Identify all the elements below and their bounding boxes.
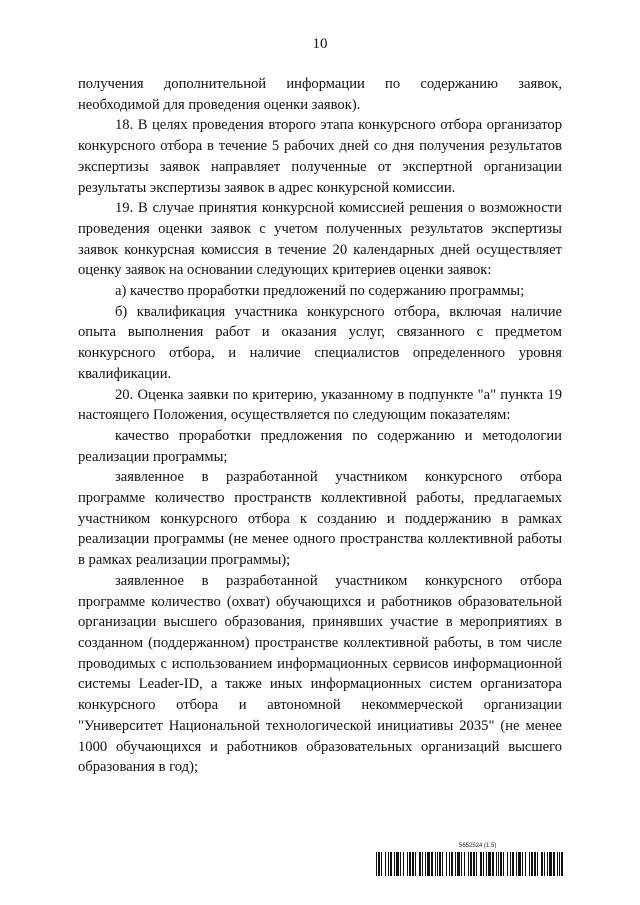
barcode-bar — [553, 852, 555, 876]
paragraph-20-indicator-1: качество проработки предложения по содержанию и методологии реализации программы; — [78, 427, 562, 465]
barcode-bar — [378, 852, 380, 876]
barcode-bar — [503, 852, 504, 876]
barcode-bar — [394, 852, 395, 876]
barcode-bar — [534, 852, 536, 876]
barcode-bar — [512, 852, 514, 876]
barcode-bar — [385, 852, 386, 876]
barcode-bar — [396, 852, 399, 876]
barcode-bar — [496, 852, 497, 876]
paragraph-19: 19. В случае принятия конкурсной комиссией решения о возможности проведения оценки заявок с учетом полученных результатов экспертизы заявок конкурсная комиссия в течение 20 календарных дней осуществляет оценку заявок на основании следующих критериев оценки заявок: — [78, 200, 562, 279]
barcode-bar — [473, 852, 475, 876]
barcode-bar — [561, 852, 563, 876]
barcode-bar — [549, 852, 552, 876]
barcode-bar — [525, 852, 526, 876]
barcode-bar — [446, 852, 447, 876]
barcode-bar — [457, 852, 460, 876]
paragraph-20-indicator-3: заявленное в разработанной участником конкурсного отбора программе количество (охват) обучающихся и работников образовательной организации высшего образования, принявших участие в мероприятиях в созданном (поддержанном) пространстве коллективной работы, в том числе проводимых с использованием информационных сервисов информационной системы Leader-ID, а также иных информационных систем организатора конкурсного отбора и автономной некоммерческой организации "Университет Национальной технологической инициативы 2035" (не менее 1000 обучающихся и работников образовательных организаций высшего образования в год); — [78, 572, 562, 776]
barcode-bar — [507, 852, 508, 876]
paragraph-19-b: б) квалификация участника конкурсного отбора, включая наличие опыта выполнения работ и оказания услуг, связанного с предметом конкурсного отбора, и наличие специалистов определенного уровня квалификации. — [78, 303, 562, 382]
barcode-bar — [437, 852, 438, 876]
barcode-bar — [431, 852, 433, 876]
document-code: 5652524 (1.5) — [459, 843, 497, 849]
barcode-bar — [464, 852, 465, 876]
barcode-bar — [486, 852, 487, 876]
barcode-bar — [449, 852, 450, 876]
barcode-bar — [480, 852, 482, 876]
barcode-bar — [541, 852, 543, 876]
barcode-bar — [409, 852, 411, 876]
barcode-bar — [419, 852, 421, 876]
paragraph-20-indicator-2: заявленное в разработанной участником конкурсного отбора программе количество пространств коллективной работы, предлагаемых участником конкурсного отбора к созданию и поддержанию в рамках реализации программы (не менее одного пространства коллективной работы в рамках реализации программы); — [78, 469, 562, 569]
barcode-bar — [516, 852, 517, 876]
barcode-bar — [425, 852, 426, 876]
barcode-bar — [390, 852, 392, 876]
paragraph-20: 20. Оценка заявки по критерию, указанному в подпункте "а" пункта 19 настоящего Положения, осуществляется по следующим показателям: — [78, 386, 562, 424]
paragraph-19-a: а) качество проработки предложений по содержанию программы; — [115, 283, 525, 300]
barcode-bar — [403, 852, 404, 876]
barcode-bar — [559, 852, 560, 876]
barcode-bar — [510, 852, 511, 876]
paragraph-continuation: получения дополнительной информации по содержанию заявок, необходимой для проведения оценки заявок). — [78, 76, 562, 113]
barcode-bar — [422, 852, 423, 876]
paragraph-18: 18. В целях проведения второго этапа конкурсного отбора организатор конкурсного отбора в течение 5 рабочих дней со дня получения результатов экспертизы заявок направляет полученные от экспертной организации результаты экспертизы заявок в адрес конкурсной комиссии. — [78, 117, 562, 196]
barcode-bar — [488, 852, 491, 876]
barcode-bar — [427, 852, 430, 876]
barcode-bar — [470, 852, 472, 876]
barcode-bar — [483, 852, 484, 876]
barcode-bar — [415, 852, 416, 876]
barcode-bar — [412, 852, 414, 876]
barcode-bar — [451, 852, 453, 876]
barcode-bar — [544, 852, 545, 876]
document-body — [78, 74, 562, 778]
barcode-bar — [547, 852, 548, 876]
barcode-bar — [498, 852, 499, 876]
barcode-bar — [531, 852, 533, 876]
barcode-bar — [388, 852, 389, 876]
barcode-bar — [400, 852, 401, 876]
barcode-bar — [407, 852, 408, 876]
barcode-bar — [442, 852, 443, 876]
barcode-bar — [500, 852, 502, 876]
barcode-bar — [461, 852, 462, 876]
barcode-bar — [455, 852, 456, 876]
barcode-bar — [529, 852, 530, 876]
barcode-bar — [376, 852, 377, 876]
barcode-bar — [381, 852, 382, 876]
barcode-icon — [376, 852, 564, 876]
barcode-bar — [492, 852, 494, 876]
barcode-bar — [468, 852, 469, 876]
barcode-bar — [522, 852, 523, 876]
barcode-bar — [476, 852, 477, 876]
page-number: 10 — [312, 36, 328, 52]
barcode-bar — [435, 852, 436, 876]
barcode-bar — [537, 852, 538, 876]
barcode-bar — [557, 852, 558, 876]
barcode-bar — [439, 852, 441, 876]
barcode-bar — [518, 852, 521, 876]
